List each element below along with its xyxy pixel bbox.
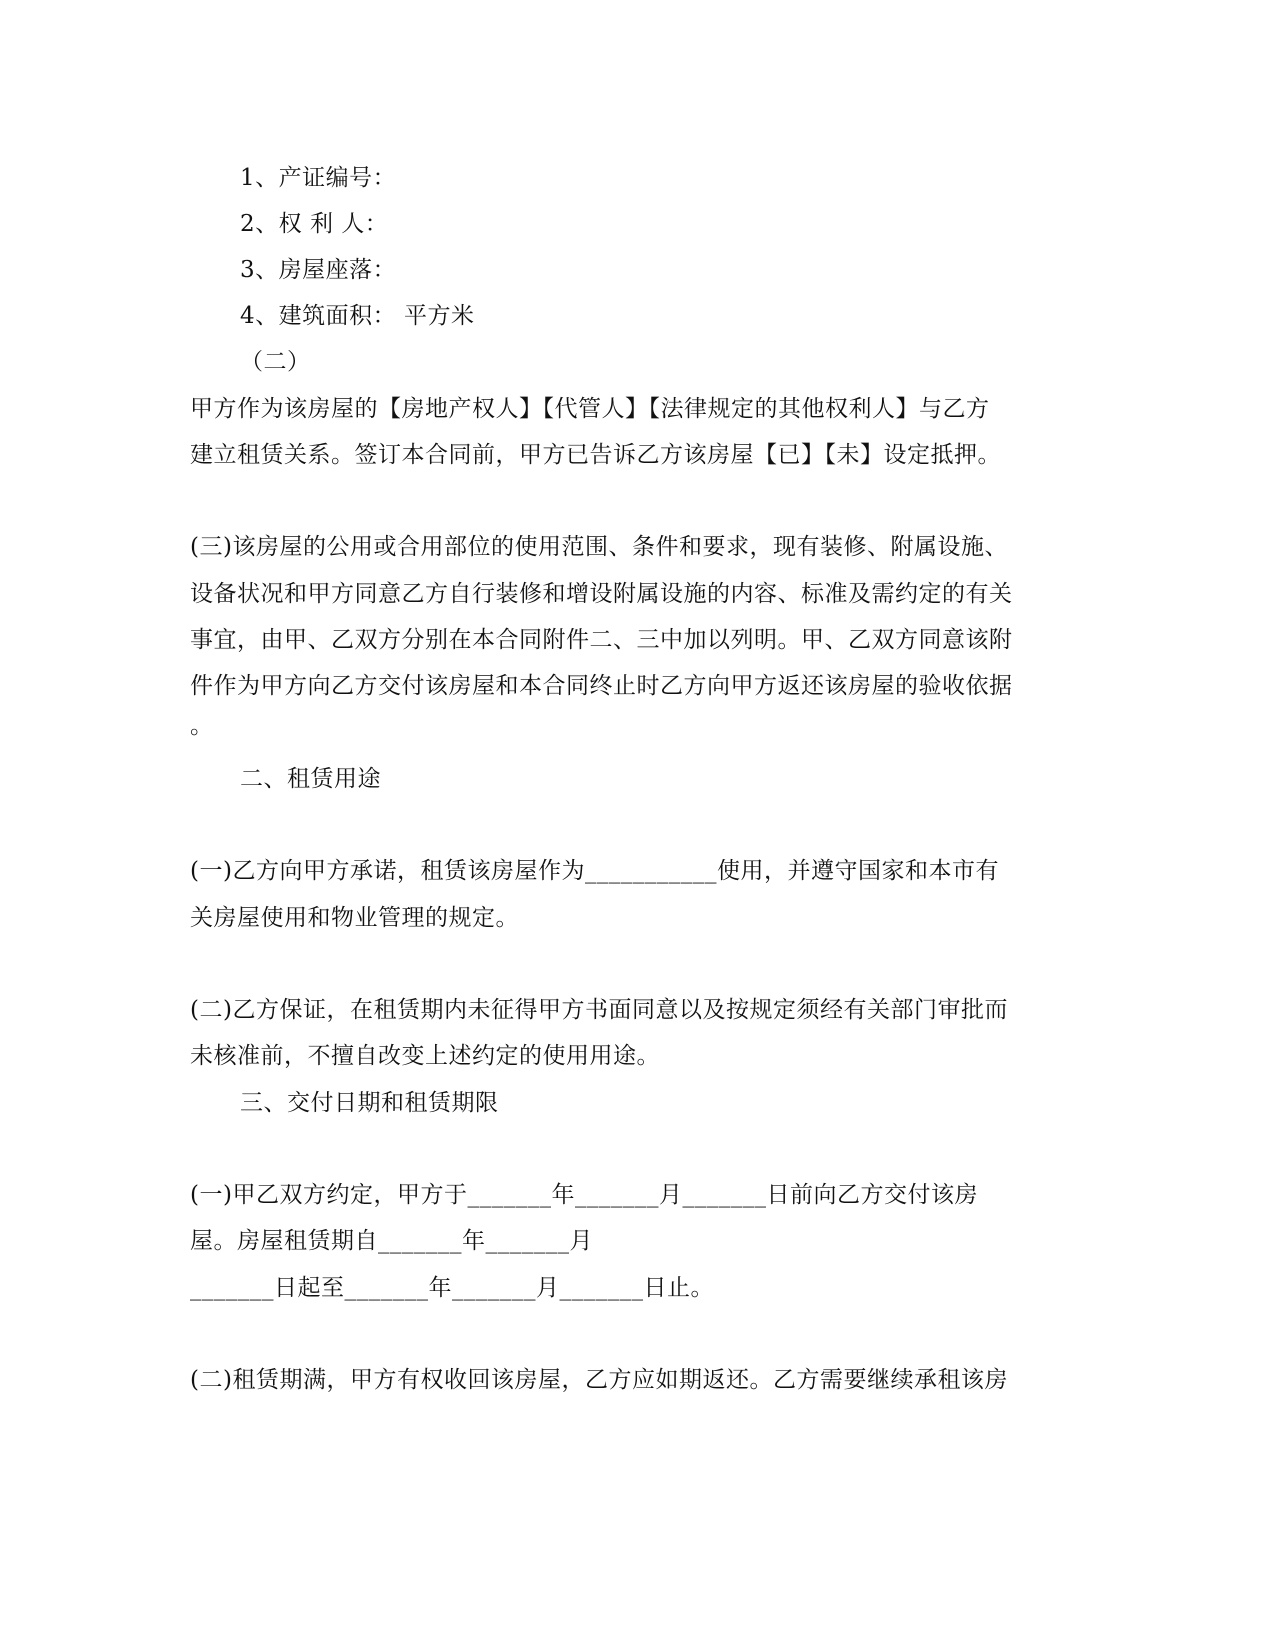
paragraph-line: 关房屋使用和物业管理的规定。 xyxy=(190,905,519,931)
paragraph-line: 建立租赁关系。签订本合同前，甲方已告诉乙方该房屋【已】【未】设定抵押。 xyxy=(190,442,1001,468)
item-certificate-number: 1、产证编号： xyxy=(240,165,397,191)
paragraph-line: 屋。房屋租赁期自_______年_______月 xyxy=(190,1228,593,1254)
paragraph-line: _______日起至_______年_______月_______日止。 xyxy=(190,1275,714,1301)
paragraph-line: (三)该房屋的公用或合用部位的使用范围、条件和要求，现有装修、附属设施、 xyxy=(190,534,1008,560)
item-rights-holder: 2、权 利 人： xyxy=(240,211,389,237)
paragraph-line: (二)乙方保证，在租赁期内未征得甲方书面同意以及按规定须经有关部门审批而 xyxy=(190,997,1008,1023)
subsection-two-heading: （二） xyxy=(240,349,311,375)
item-house-location: 3、房屋座落： xyxy=(240,257,397,283)
paragraph-line: 设备状况和甲方同意乙方自行装修和增设附属设施的内容、标准及需约定的有关 xyxy=(190,581,1013,607)
section-heading-delivery-term: 三、交付日期和租赁期限 xyxy=(240,1090,499,1116)
paragraph-line: 甲方作为该房屋的【房地产权人】【代管人】【法律规定的其他权利人】与乙方 xyxy=(190,396,990,422)
paragraph-line: 件作为甲方向乙方交付该房屋和本合同终止时乙方向甲方返还该房屋的验收依据 xyxy=(190,673,1013,699)
section-heading-lease-use: 二、租赁用途 xyxy=(240,766,381,792)
paragraph-line: 未核准前，不擅自改变上述约定的使用用途。 xyxy=(190,1043,660,1069)
paragraph-line: (一)乙方向甲方承诺，租赁该房屋作为___________使用，并遵守国家和本市有 xyxy=(190,858,999,884)
paragraph-line: (二)租赁期满，甲方有权收回该房屋，乙方应如期返还。乙方需要继续承租该房 xyxy=(190,1367,1008,1393)
paragraph-line: 事宜，由甲、乙双方分别在本合同附件二、三中加以列明。甲、乙双方同意该附 xyxy=(190,627,1013,653)
paragraph-line: (一)甲乙双方约定，甲方于_______年_______月_______日前向乙方交付该房 xyxy=(190,1182,978,1208)
paragraph-line: 。 xyxy=(190,713,214,739)
item-building-area: 4、建筑面积： 平方米 xyxy=(240,303,475,329)
